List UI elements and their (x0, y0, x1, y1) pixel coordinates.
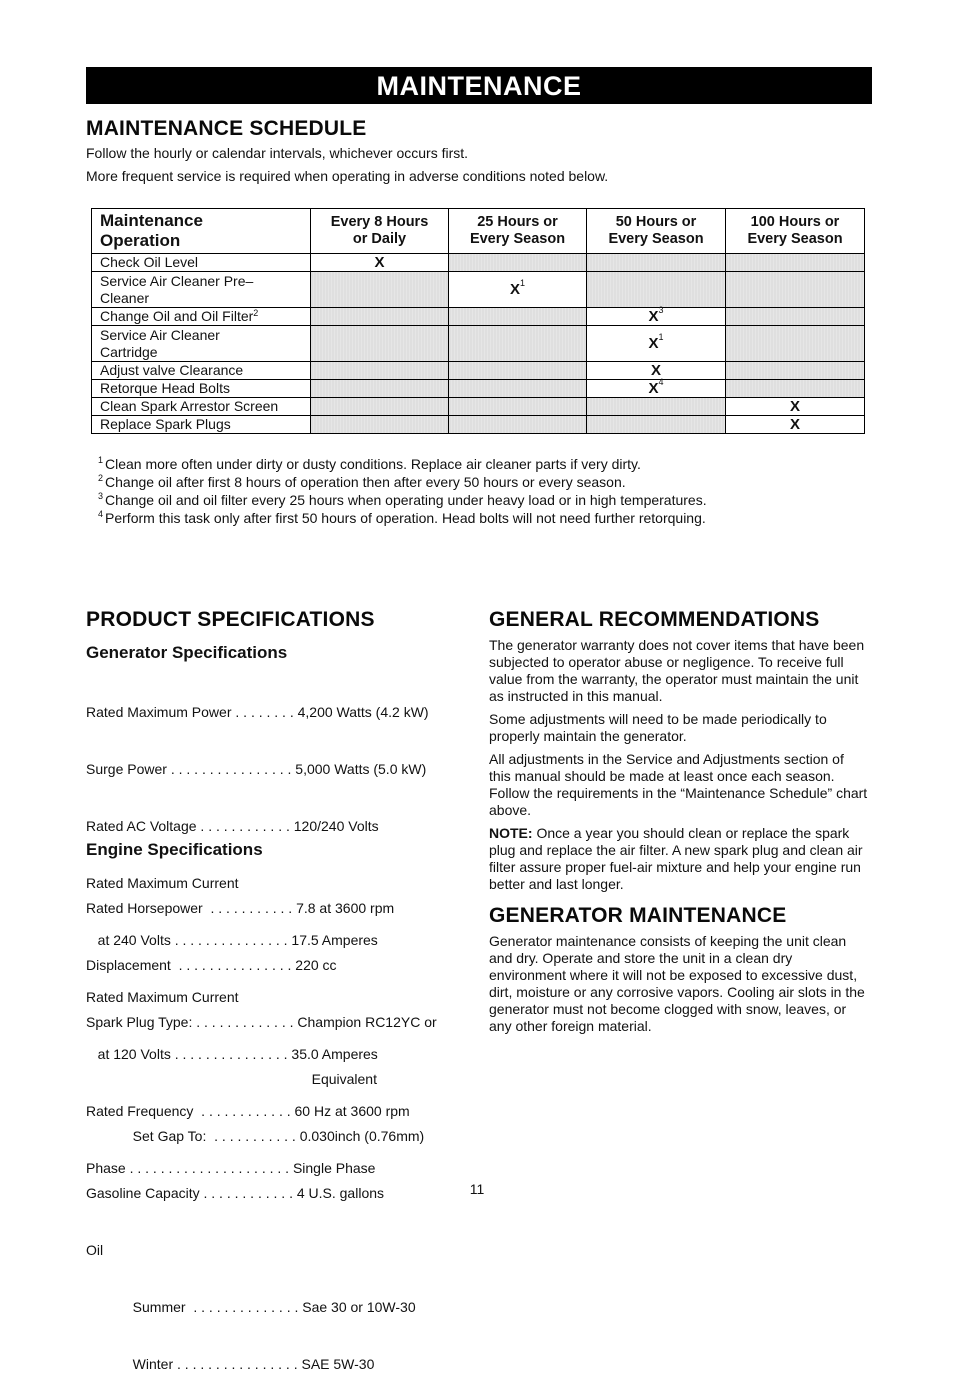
general-recommendations-body (489, 637, 869, 893)
footnote-4: $^4$ Perform this task only after first 50 hours of operation. Head bolts will not need further retorquing. (98, 509, 706, 526)
shaded-cell (726, 254, 865, 272)
table-row (92, 308, 865, 326)
spec-line: Rated Maximum Current (86, 875, 239, 891)
spec-line: Rated Frequency . . . . . . . . . . . . 60 Hz at 3600 rpm (86, 1103, 410, 1119)
shaded-cell (311, 380, 449, 398)
mark-cell: X (587, 362, 726, 380)
shaded-cell (311, 398, 449, 416)
shaded-cell (587, 416, 726, 434)
mark-cell: X (726, 398, 865, 416)
spec-line: Rated Maximum Current (86, 989, 239, 1005)
shaded-cell (587, 398, 726, 416)
mark-cell: $X^3$ (587, 308, 726, 326)
table-header-row (92, 209, 865, 254)
task-check-oil-level: Check Oil Level (92, 254, 311, 272)
spec-line: Surge Power . . . . . . . . . . . . . . . . 5,000 Watts (5.0 kW) (86, 761, 427, 777)
paragraph: Some adjustments will need to be made periodically to properly maintain the generator. (489, 711, 827, 744)
note-label: NOTE: (489, 825, 533, 841)
maintenance-schedule-table (91, 208, 865, 434)
spec-line: Rated Horsepower . . . . . . . . . . . 7.8 at 3600 rpm (86, 900, 395, 916)
header-operation: Maintenance Operation (92, 209, 311, 254)
task-change-oil-filter: Change Oil and Oil Filter$^2$ (92, 308, 311, 326)
table-row (92, 254, 865, 272)
task-clean-spark-arrestor-screen: Clean Spark Arrestor Screen (92, 398, 311, 416)
footnote-1: $^1$ Clean more often under dirty or dusty conditions. Replace air cleaner parts if very dirty. (98, 455, 641, 472)
product-specs-title: PRODUCT SPECIFICATIONS (86, 608, 375, 631)
mark-cell: $X^4$ (587, 380, 726, 398)
spec-line: at 120 Volts . . . . . . . . . . . . . . . 35.0 Amperes (86, 1046, 378, 1062)
mark-cell: X (726, 416, 865, 434)
schedule-footnotes (98, 455, 707, 527)
spec-line: Oil (86, 1242, 104, 1258)
spec-line: Set Gap To: . . . . . . . . . . . 0.030inch (0.76mm) (86, 1128, 425, 1144)
shaded-cell (449, 254, 587, 272)
generator-maintenance-title: GENERATOR MAINTENANCE (489, 904, 787, 927)
task-service-air-cleaner-cartridge: Service Air Cleaner Cartridge (92, 326, 311, 362)
generator-specs-title: Generator Specifications (86, 643, 288, 662)
mark-cell: X (311, 254, 449, 272)
task-retorque-head-bolts: Retorque Head Bolts (92, 380, 311, 398)
shaded-cell (726, 308, 865, 326)
shaded-cell (449, 380, 587, 398)
mark-cell: $X^1$ (587, 326, 726, 362)
task-service-air-cleaner-pre-cleaner: Service Air Cleaner Pre– Cleaner (92, 272, 311, 308)
paragraph: The generator warranty does not cover items that have been subjected to operator abuse or negligence. To receive full value from the warranty, the operator must maintain the unit as instructed in this manual. (489, 637, 865, 704)
shaded-cell (311, 326, 449, 362)
shaded-cell (726, 362, 865, 380)
page-banner: MAINTENANCE (86, 67, 872, 104)
spec-line: Summer . . . . . . . . . . . . . . Sae 30 or 10W-30 (86, 1299, 416, 1315)
shaded-cell (726, 380, 865, 398)
spec-line: Winter . . . . . . . . . . . . . . . . SAE 5W-30 (86, 1356, 375, 1372)
shaded-cell (449, 326, 587, 362)
table-row (92, 398, 865, 416)
schedule-title: MAINTENANCE SCHEDULE (86, 117, 367, 140)
shaded-cell (449, 416, 587, 434)
mark-cell: $X^1$ (449, 272, 587, 308)
task-adjust-valve-clearance: Adjust valve Clearance (92, 362, 311, 380)
shaded-cell (449, 362, 587, 380)
schedule-intro-1: Follow the hourly or calendar intervals, whichever occurs first. (86, 145, 469, 161)
shaded-cell (311, 272, 449, 308)
spec-line: Spark Plug Type: . . . . . . . . . . . . . Champion RC12YC or (86, 1014, 437, 1030)
shaded-cell (311, 308, 449, 326)
shaded-cell (449, 398, 587, 416)
spec-line: Gasoline Capacity . . . . . . . . . . . . 4 U.S. gallons (86, 1185, 385, 1201)
spec-line: Displacement . . . . . . . . . . . . . . . 220 cc (86, 957, 337, 973)
engine-specs-list (86, 861, 437, 1393)
shaded-cell (726, 272, 865, 308)
page-number: 11 (469, 1181, 485, 1197)
spec-line: Phase . . . . . . . . . . . . . . . . . . . . . Single Phase (86, 1160, 376, 1176)
shaded-cell (449, 308, 587, 326)
footnote-3: $^3$ Change oil and oil filter every 25 hours when operating under heavy load or in high temperatures. (98, 491, 707, 508)
footnote-2: $^2$ Change oil after first 8 hours of operation then after every 50 hours or every season. (98, 473, 626, 490)
spec-line: Rated Maximum Power . . . . . . . . 4,200 Watts (4.2 kW) (86, 704, 429, 720)
shaded-cell (726, 326, 865, 362)
paragraph: NOTE: Once a year you should clean or replace the spark plug and replace the air filter. A new spark plug and clean air filter assure proper fuel-air mixture and help your engine run better and last longer. (489, 825, 863, 892)
paragraph: Generator maintenance consists of keeping the unit clean and dry. Operate and store the unit in a clean dry environment where it will not be exposed to excessive dust, dirt, moisture or any corrosive vapors. Cooling air slots in the generator must not become clogged with snow, leaves, or any other foreign material. (489, 933, 865, 1034)
generator-maintenance-body (489, 933, 869, 1035)
header-8-hours: Every 8 Hours or Daily (311, 209, 449, 254)
shaded-cell (311, 362, 449, 380)
table-row (92, 416, 865, 434)
general-recommendations-title: GENERAL RECOMMENDATIONS (489, 608, 820, 631)
shaded-cell (311, 416, 449, 434)
engine-specs-title: Engine Specifications (86, 840, 263, 859)
shaded-cell (587, 272, 726, 308)
header-100-hours: 100 Hours or Every Season (726, 209, 865, 254)
header-50-hours: 50 Hours or Every Season (587, 209, 726, 254)
table-row (92, 272, 865, 308)
schedule-intro-2: More frequent service is required when operating in adverse conditions noted below. (86, 168, 609, 184)
table-row (92, 362, 865, 380)
spec-line: Equivalent (86, 1071, 377, 1087)
task-replace-spark-plugs: Replace Spark Plugs (92, 416, 311, 434)
table-row (92, 380, 865, 398)
table-row (92, 326, 865, 362)
header-25-hours: 25 Hours or Every Season (449, 209, 587, 254)
spec-line: Rated AC Voltage . . . . . . . . . . . . 120/240 Volts (86, 818, 379, 834)
paragraph: All adjustments in the Service and Adjustments section of this manual should be made at least once each season. Follow the requirements in the “Maintenance Schedule” chart above. (489, 751, 868, 818)
spec-line: at 240 Volts . . . . . . . . . . . . . . . 17.5 Amperes (86, 932, 378, 948)
shaded-cell (587, 254, 726, 272)
